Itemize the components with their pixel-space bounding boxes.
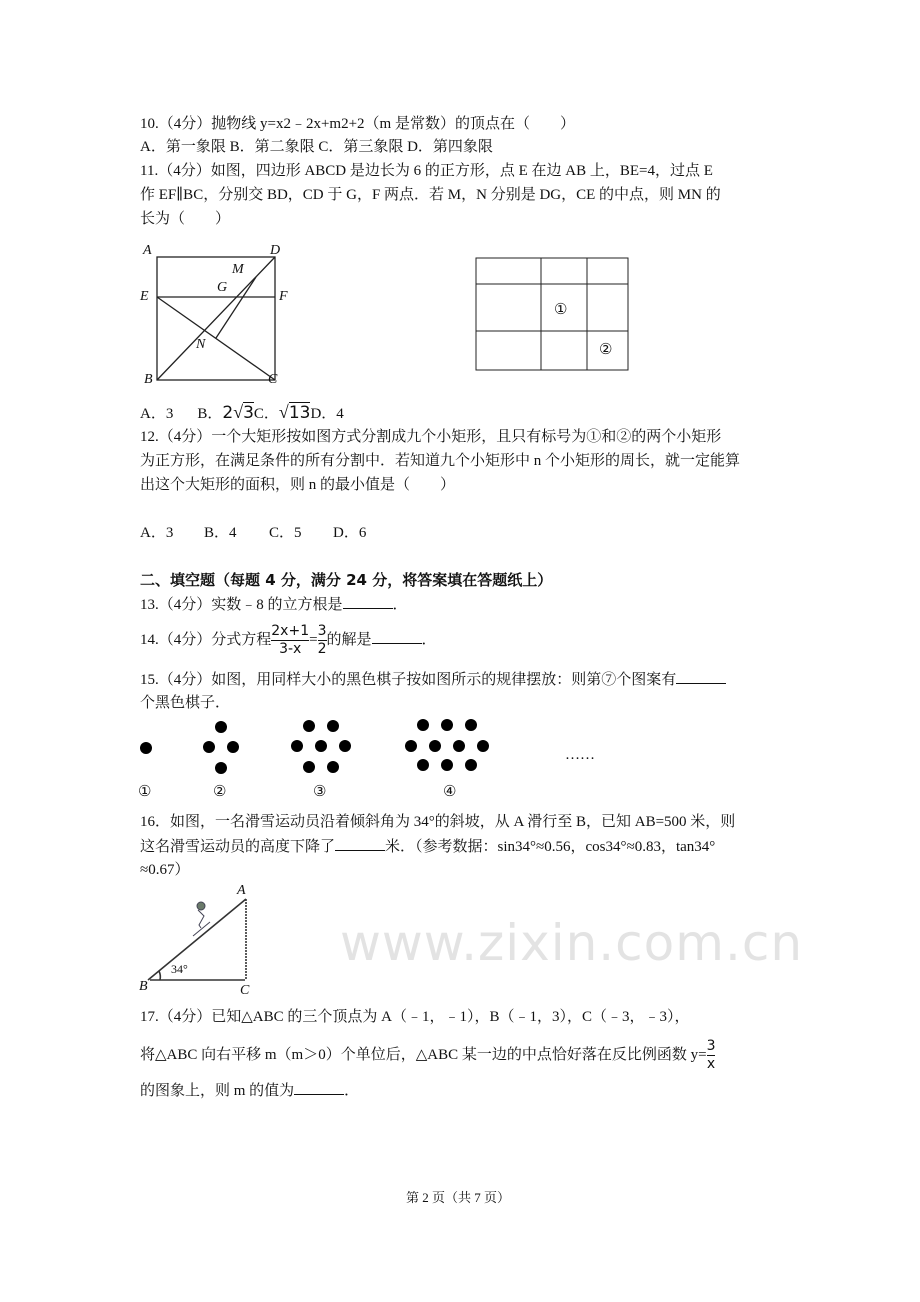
q14-mid: 的解是 [326, 632, 372, 648]
q11-option-b-radicand: 3 [243, 403, 254, 423]
q17-line3 [140, 1080, 359, 1101]
slope-triangle [148, 899, 246, 980]
q11-line3: 长为（ ） [140, 211, 231, 227]
label-F: F [279, 289, 288, 304]
q13-stem: 13.（4分）实数﹣8 的立方根是 [140, 597, 343, 613]
q16-stem: 这名滑雪运动员的高度下降了 [140, 839, 336, 855]
q15-line1 [140, 669, 726, 690]
dot-figure-label-4: ④ [443, 784, 457, 800]
label-D: D [270, 243, 281, 258]
q12-line3: 出这个大矩形的面积，则 n 的最小值是（ ） [140, 477, 456, 493]
q11-option-b-coef: 2 [222, 403, 234, 423]
q11-line2: 作 EF∥BC，分别交 BD，CD 于 G，F 两点．若 M，N 分别是 DG，CE 的中点，则 MN 的 [140, 187, 721, 203]
answer-blank [343, 594, 393, 609]
dot-figure-label-2: ② [213, 784, 227, 800]
q17-tail: 的图象上，则 m 的值为 [140, 1083, 295, 1099]
answer-blank [676, 669, 726, 684]
q17-stem: 将△ABC 向右平移 m（m＞0）个单位后，△ABC 某一边的中点恰好落在反比例函数 y= [140, 1047, 707, 1063]
square-figure [157, 257, 275, 380]
q10-stem: 10.（4分）抛物线 y=x2﹣2x+m2+2（m 是常数）的顶点在（ ） [140, 116, 575, 132]
q11-options: A．3 B．2√3C．√13D．4 [140, 402, 344, 423]
q12-option-c: C．5 [269, 525, 302, 541]
label-B: B [144, 372, 153, 387]
answer-blank [372, 629, 422, 644]
fraction-lhs [271, 623, 309, 658]
q14-period: ． [421, 632, 437, 648]
dot-figures [140, 719, 489, 774]
q15-stem: 15.（4分）如图，用同样大小的黑色棋子按如图所示的规律摆放：则第⑦个图案有 [140, 672, 677, 688]
page-footer: 第 2 页（共 7 页） [406, 1190, 511, 1205]
watermark: www.zixin.com.cn [340, 914, 804, 972]
q12-option-b: B．4 [204, 525, 237, 541]
dot-figure-label-1: ① [138, 784, 152, 800]
q13-period: ． [392, 597, 408, 613]
triangle-label-A: A [237, 883, 246, 898]
numerator: 3 [706, 1038, 716, 1055]
label-A: A [143, 243, 152, 258]
denominator: 2 [317, 641, 327, 658]
dot-figure-label-3: ③ [313, 784, 327, 800]
q17-line2 [140, 1036, 715, 1074]
label-N: N [196, 337, 206, 352]
q16-line1: 16．如图，一名滑雪运动员沿着倾斜角为 34°的斜坡，从 A 滑行至 B，已知 AB=500 米，则 [140, 814, 736, 830]
q11-option-d: D．4 [310, 406, 344, 422]
denominator: 3-x [279, 641, 302, 658]
fraction-3-over-x [707, 1038, 716, 1073]
q10-options: A．第一象限 B．第二象限 C．第三象限 D．第四象限 [140, 139, 493, 155]
grid-mark-2: ② [599, 342, 613, 358]
section-heading: 二、填空题（每题 4 分，满分 24 分，将答案填在答题纸上） [140, 571, 553, 589]
q14 [140, 622, 437, 658]
angle-label: 34° [171, 962, 188, 976]
triangle-label-C: C [240, 983, 250, 998]
q12-line1: 12.（4分）一个大矩形按如图方式分割成九个小矩形，且只有标号为①和②的两个小矩形 [140, 429, 722, 445]
numerator: 2x+1 [271, 623, 310, 640]
q16-line3: ≈0.67） [140, 862, 190, 878]
grid-mark-1: ① [554, 302, 568, 318]
q11-option-b: B． [197, 406, 223, 422]
denominator: x [706, 1056, 716, 1073]
label-G: G [217, 280, 228, 295]
q12-line2: 为正方形，在满足条件的所有分割中．若知道九个小矩形中 n 个小矩形的周长，就一定能算 [140, 453, 741, 469]
q15-line2: 个黑色棋子． [140, 695, 231, 711]
label-E: E [140, 289, 149, 304]
q14-stem: 14.（4分）分式方程 [140, 632, 272, 648]
q11-option-c: C． [253, 406, 279, 422]
equals-sign: = [309, 632, 318, 648]
label-M: M [232, 262, 244, 277]
q17-line1: 17.（4分）已知△ABC 的三个顶点为 A（﹣1，﹣1），B（﹣1，3），C（﹣3，﹣3）， [140, 1009, 690, 1025]
q13 [140, 594, 408, 615]
fraction-rhs [318, 623, 327, 658]
q12-option-d: D．6 [333, 525, 367, 541]
q11-option-c-radicand: 13 [288, 403, 311, 423]
answer-blank [294, 1080, 344, 1095]
label-C: C [268, 372, 278, 387]
q16-reference: 米．（参考数据：sin34°≈0.56，cos34°≈0.83，tan34° [385, 839, 716, 855]
q12-option-a: A．3 [140, 525, 174, 541]
q17-period: ． [344, 1083, 360, 1099]
q16-line2 [140, 836, 715, 857]
numerator: 3 [317, 623, 327, 640]
answer-blank [335, 836, 385, 851]
q11-line1: 11.（4分）如图，四边形 ABCD 是边长为 6 的正方形，点 E 在边 AB 上，BE=4，过点 E [140, 163, 713, 179]
triangle-label-B: B [139, 979, 148, 994]
q11-option-a: A．3 [140, 406, 174, 422]
ellipsis: …… [565, 747, 595, 763]
